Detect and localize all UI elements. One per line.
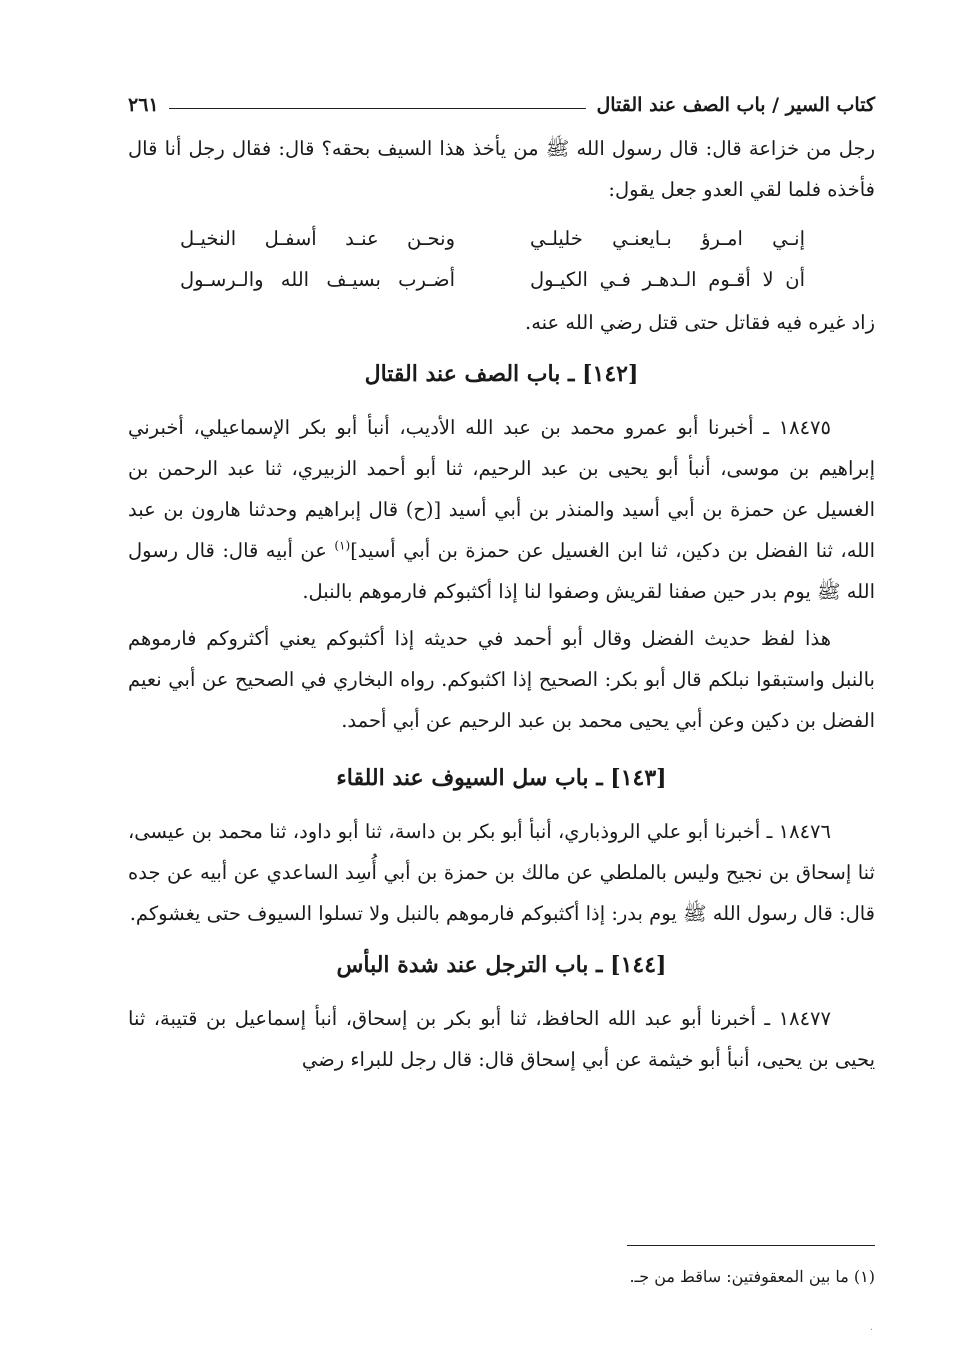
verse-second-hemistich: ونحـن عنـد أسفـل النخيـل: [180, 227, 455, 250]
intro-paragraph: رجل من خزاعة قال: قال رسول الله ﷺ من يأخذ هذا السيف بحقه؟ قال: فقال رجل أنا قال فأخذه فلما لقي العدو جعل يقول:: [128, 137, 875, 201]
page-number: ٢٦١: [128, 94, 159, 116]
header-rule: [169, 108, 587, 109]
footnote-divider: [627, 1245, 875, 1246]
hadith-text: ١٨٤٧٥ ـ أخبرنا أبو عمرو محمد بن عبد الله الأديب، أنبأ أبو بكر الإسماعيلي، أخبرني إبراهيم بن موسى، أنبأ أبو يحيى بن عبد الرحيم، ثنا أبو أحمد الزبيري، ثنا عبد الرحمن بن الغسيل عن حمزة بن أبي أسيد والمنذر بن أبي أسيد [(ح) قال إبراهيم وحدثنا هارون بن عبد الله، ثنا الفضل بن دكين، ثنا ابن الغسيل عن حمزة بن أبي أسيد]: [128, 416, 875, 562]
page-body: [128, 128, 875, 1080]
verse-second-hemistich: أضـرب بسيـف الله والـرسـول: [180, 268, 455, 291]
hadith-text-tail: عن أبيه قال: قال رسول الله ﷺ يوم بدر حين صفنا لقريش وصفوا لنا إذا أكثبوكم فارموهم بالنبل.: [128, 539, 875, 603]
poem-note: زاد غيره فيه فقاتل حتى قتل رضي الله عنه.: [525, 311, 875, 334]
poem-verse: [180, 259, 805, 300]
section-heading: [١٤٤] ـ باب الترجل عند شدة البأس: [336, 952, 667, 978]
poem-verse: [180, 218, 805, 259]
corner-mark: .: [869, 1322, 873, 1333]
section-heading: [١٤٢] ـ باب الصف عند القتال: [364, 361, 639, 387]
header-title: كتاب السير / باب الصف عند القتال: [596, 94, 875, 116]
hadith-paragraph: ١٨٤٧٦ ـ أخبرنا أبو علي الروذباري، أنبأ أبو بكر بن داسة، ثنا أبو داود، ثنا محمد بن عيسى، ثنا إسحاق بن نجيح وليس بالملطي عن مالك بن حمزة بن أبي أُسِد الساعدي عن أبيه عن جده قال: قال رسول الله ﷺ يوم بدر: إذا أكثبوكم فارموهم بالنبل ولا تسلوا السيوف حتى يغشوكم.: [128, 820, 875, 925]
footnote-reference[interactable]: (١): [334, 538, 351, 553]
hadith-paragraph: [128, 407, 875, 612]
section-heading: [١٤٣] ـ باب سل السيوف عند اللقاء: [336, 765, 667, 791]
footnote: (١) ما بين المعقوفتين: ساقط من جـ.: [629, 1267, 875, 1286]
verse-first-hemistich: إنـي امـرؤ بـايعنـي خليلـي: [530, 227, 805, 250]
running-header: [128, 84, 875, 116]
hadith-paragraph: ١٨٤٧٧ ـ أخبرنا أبو عبد الله الحافظ، ثنا أبو بكر بن إسحاق، أنبأ إسماعيل بن قتيبة، ثنا يحيى بن يحيى، أنبأ أبو خيثمة عن أبي إسحاق قال: قال رجل للبراء رضي: [128, 1007, 875, 1071]
commentary-paragraph: هذا لفظ حديث الفضل وقال أبو أحمد في حديثه إذا أكثبوكم يعني أكثروكم فارموهم بالنبل واستبقوا نبلكم قال أبو بكر: الصحيح إذا اكثبوكم. رواه البخاري في الصحيح عن أبي نعيم الفضل بن دكين وعن أبي يحيى محمد بن عبد الرحيم عن أبي أحمد.: [128, 627, 875, 732]
verse-first-hemistich: أن لا أقـوم الـدهـر فـي الكيـول: [530, 268, 805, 291]
poem: [180, 218, 805, 300]
